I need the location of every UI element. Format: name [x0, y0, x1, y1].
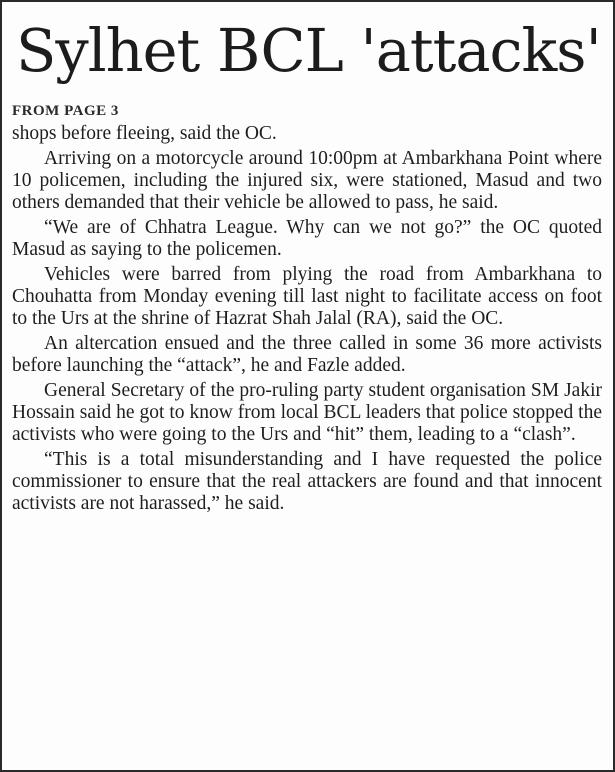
article-paragraph: An altercation ensued and the three called in some 36 more activists before launching the “attack”, he and Fazle added. [12, 332, 602, 377]
article-paragraph: “This is a total misunderstanding and I have requested the police commissioner to ensure that the real attackers are found and that innocent activists are not harassed,” he said. [12, 448, 602, 515]
article-paragraph: shops before fleeing, said the OC. [12, 123, 277, 144]
headline: Sylhet BCL 'attacks' [16, 16, 601, 85]
article-paragraph: “We are of Chhatra League. Why can we not go?” the OC quoted Masud as saying to the policemen. [12, 216, 602, 261]
article-paragraph: Vehicles were barred from plying the road from Ambarkhana to Chouhatta from Monday evening till last night to facilitate access on foot to the Urs at the shrine of Hazrat Shah Jalal (RA), said the OC. [12, 263, 602, 330]
article-paragraph: General Secretary of the pro-ruling party student organisation SM Jakir Hossain said he got to know from local BCL leaders that police stopped the activists who were going to the Urs and “hit” them, leading to a “clash”. [12, 379, 602, 446]
article-body [12, 123, 602, 518]
continued-from-label: FROM PAGE 3 [12, 103, 119, 119]
article-paragraph: Arriving on a motorcycle around 10:00pm at Ambarkhana Point where 10 policemen, including the injured six, were stationed, Masud and two others demanded that their vehicle be allowed to pass, he said. [12, 147, 602, 214]
